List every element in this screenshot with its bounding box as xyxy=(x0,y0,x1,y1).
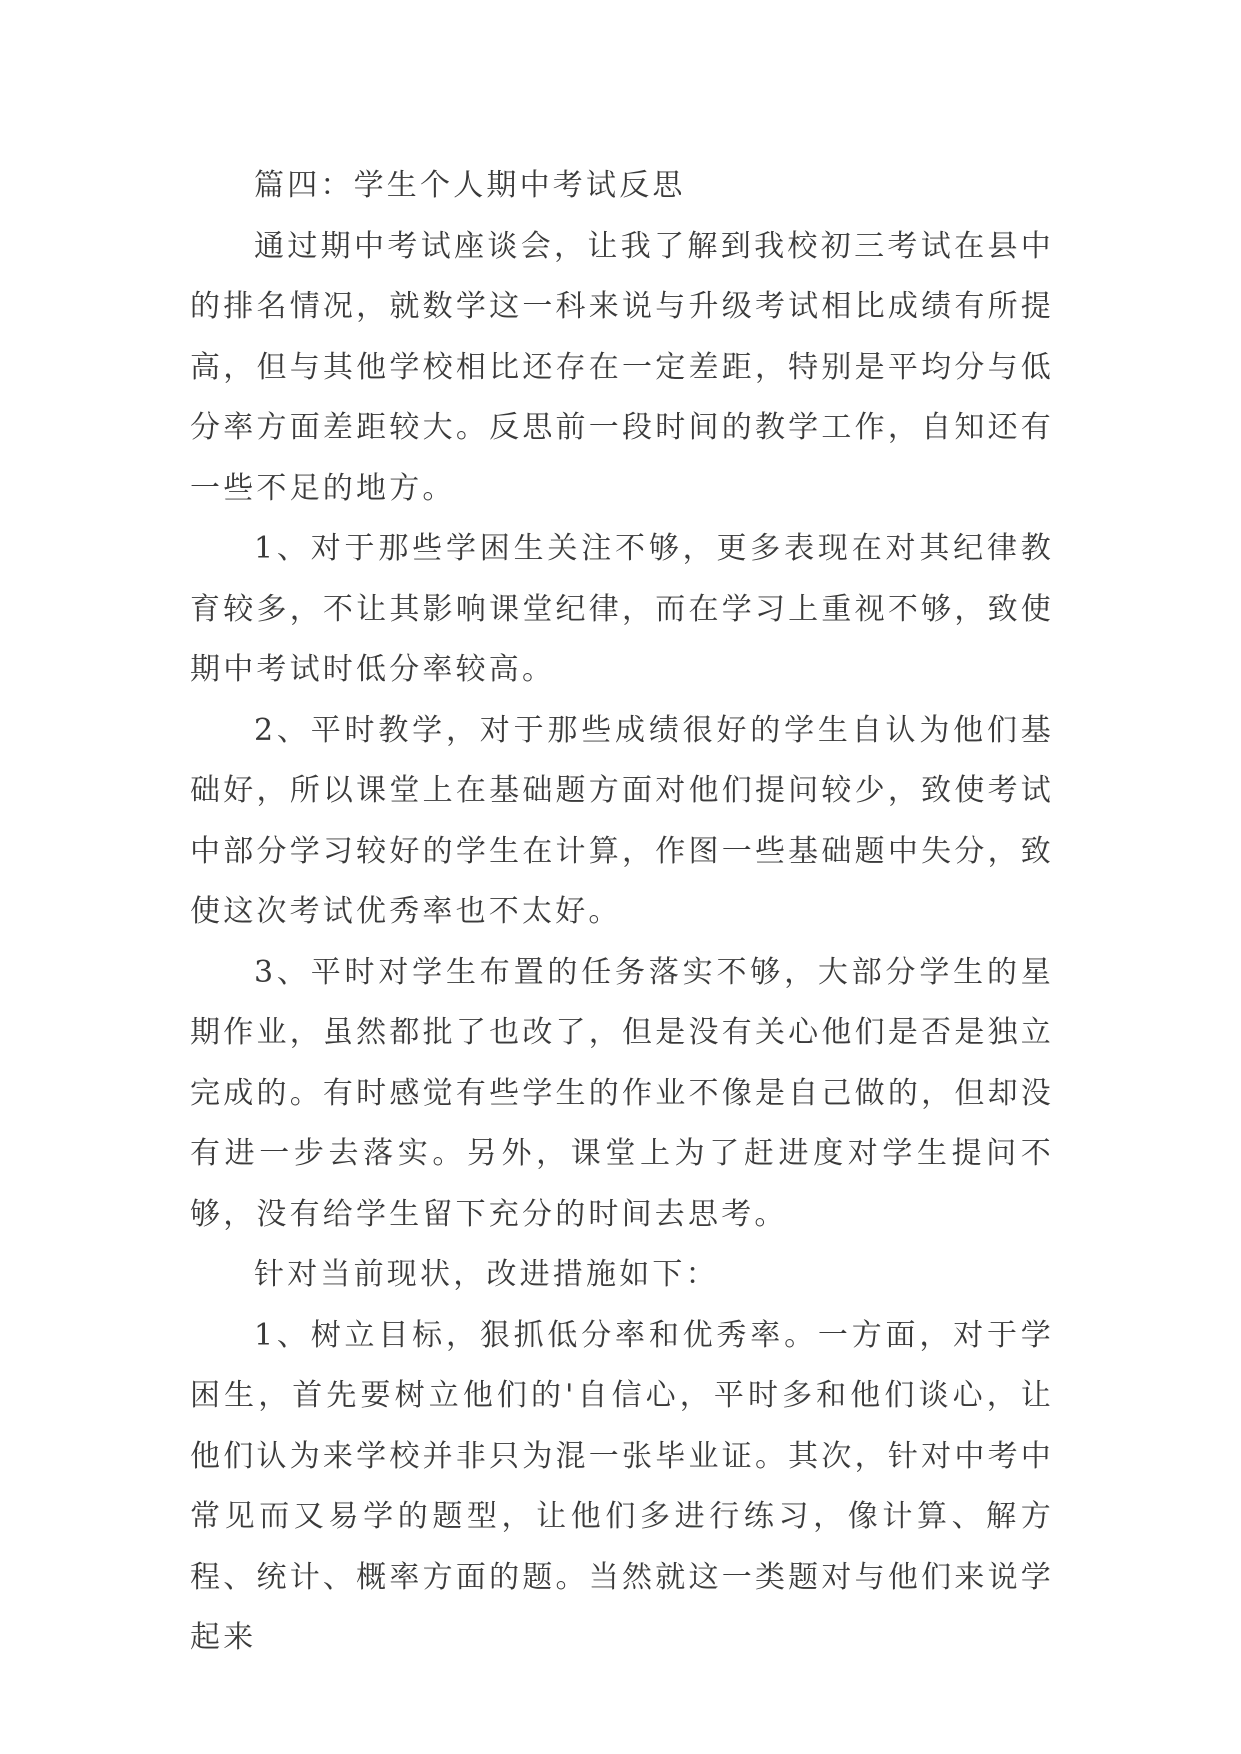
paragraph-measure-1: 1、树立目标，狠抓低分率和优秀率。一方面，对于学困生，首先要树立他们的'自信心，平时多和他们谈心，让他们认为来学校并非只为混一张毕业证。其次，针对中考中常见而又易学的题型，让他们多进行练习，像计算、解方程、统计、概率方面的题。当然就这一类题对与他们来说学起来 xyxy=(190,1317,1054,1655)
paragraph-issue-2: 2、平时教学，对于那些成绩很好的学生自认为他们基础好，所以课堂上在基础题方面对他们提问较少，致使考试中部分学习较好的学生在计算，作图一些基础题中失分，致使这次考试优秀率也不太好。 xyxy=(190,712,1054,929)
section-heading: 篇四：学生个人期中考试反思 xyxy=(254,168,686,203)
paragraph-issue-1: 1、对于那些学困生关注不够，更多表现在对其纪律教育较多，不让其影响课堂纪律，而在学习上重视不够，致使期中考试时低分率较高。 xyxy=(190,531,1054,687)
paragraph-issue-3: 3、平时对学生布置的任务落实不够，大部分学生的星期作业，虽然都批了也改了，但是没有关心他们是否是独立完成的。有时感觉有些学生的作业不像是自己做的，但却没有进一步去落实。另外，课堂上为了赶进度对学生提问不够，没有给学生留下充分的时间去思考。 xyxy=(190,954,1054,1232)
paragraph-measures-intro: 针对当前现状，改进措施如下： xyxy=(254,1257,719,1292)
document-body xyxy=(190,156,1054,1669)
paragraph-intro: 通过期中考试座谈会，让我了解到我校初三考试在县中的排名情况，就数学这一科来说与升级考试相比成绩有所提高，但与其他学校相比还存在一定差距，特别是平均分与低分率方面差距较大。反思前一段时间的教学工作，自知还有一些不足的地方。 xyxy=(190,228,1054,506)
